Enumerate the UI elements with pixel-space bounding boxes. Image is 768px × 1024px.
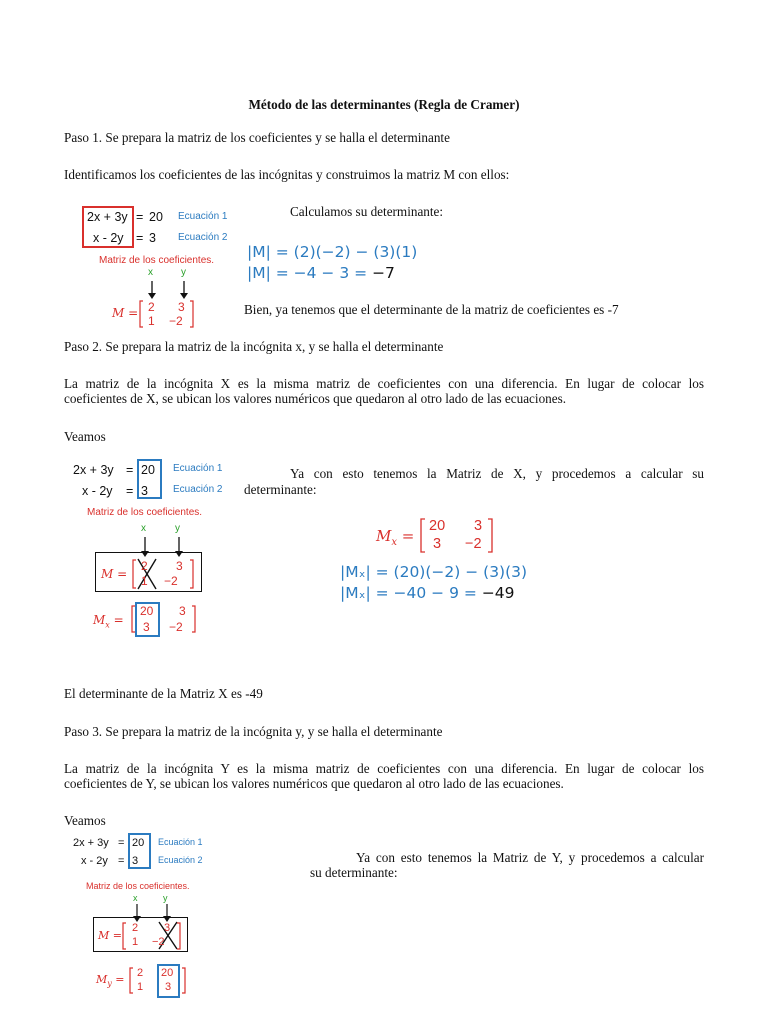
f3-my-a12: 20: [161, 967, 174, 979]
det-mx-line-2-lhs: |Mₓ| = −40 − 9 =: [340, 584, 477, 602]
matriz-coef-caption: Matriz de los coeficientes.: [99, 255, 215, 266]
f3-matriz-coef-caption: Matriz de los coeficientes.: [86, 881, 190, 891]
f3-m-a11: 2: [132, 922, 139, 934]
f3-m-a12: 3: [164, 922, 171, 934]
f3-eq2-rhs: 3: [132, 855, 139, 867]
veamos-1: Veamos: [64, 429, 106, 444]
ecuacion-2-label: Ecuación 2: [178, 232, 228, 243]
det-m-line-1: |M| = (2)(−2) − (3)(1): [247, 243, 418, 261]
f2-mx-a21: 3: [143, 620, 150, 634]
f3-eq1-eq: =: [118, 837, 125, 849]
paso-2-heading: Paso 2. Se prepara la matriz de la incógnita x, y se halla el determinante: [64, 339, 444, 354]
f3-eq2-lhs: x - 2y: [81, 855, 108, 867]
f2-m-label: M =: [101, 567, 128, 581]
f3-m-label: M =: [98, 929, 122, 942]
mx-display-a22: −2: [465, 536, 482, 552]
det-m-result: −7: [372, 264, 395, 282]
f2-mx-a22: −2: [169, 620, 183, 634]
det-x-text: El determinante de la Matriz X es -49: [64, 686, 263, 701]
ya-x-line-1: Ya con esto tenemos la Matriz de X, y procedemos a calcular su: [290, 466, 704, 481]
m-label: M =: [112, 306, 139, 320]
f2-m-a22: −2: [164, 574, 178, 588]
f3-my-sub: y: [107, 979, 112, 989]
f2-matriz-coef-caption: Matriz de los coeficientes.: [87, 507, 203, 518]
f3-x-label: x: [133, 893, 138, 903]
f3-eq1-rhs: 20: [132, 837, 145, 849]
f3-my-a11: 2: [137, 967, 144, 979]
matriz-y-paragraph-line-1: La matriz de la incógnita Y es la misma matriz de coeficientes con una diferencia. En lugar de colocar los: [64, 761, 704, 776]
ya-x-line-2: determinante:: [244, 482, 317, 497]
m-a21: 1: [148, 314, 155, 328]
mx-display-m: M: [376, 527, 392, 545]
f2-mx-sub: x: [105, 620, 110, 630]
ecuacion-1-label: Ecuación 1: [178, 211, 228, 222]
det-mx-line-1: |Mₓ| = (20)(−2) − (3)(3): [340, 563, 528, 581]
veamos-2: Veamos: [64, 813, 106, 828]
page-title: Método de las determinantes (Regla de Cramer): [248, 97, 520, 112]
calculamos-text: Calculamos su determinante:: [290, 204, 444, 219]
f2-m-a12: 3: [176, 559, 183, 573]
f3-my-m: M: [96, 973, 108, 986]
f3-ecuacion-2: Ecuación 2: [158, 855, 203, 865]
f3-eq2-eq: =: [118, 855, 125, 867]
eq1-eq: =: [136, 210, 144, 224]
f2-mx-a12: 3: [179, 604, 186, 618]
matriz-x-paragraph-line-1: La matriz de la incógnita X es la misma matriz de coeficientes con una diferencia. En lugar de colocar los: [64, 376, 704, 391]
f3-m-a22: −2: [152, 936, 165, 948]
f2-eq2-eq: =: [126, 484, 134, 498]
f3-eq1-lhs: 2x + 3y: [73, 837, 109, 849]
eq2-eq: =: [136, 231, 144, 245]
paso-1-heading: Paso 1. Se prepara la matriz de los coeficientes y se halla el determinante: [64, 130, 450, 145]
det-m-line-2-lhs: |M| = −4 − 3 =: [247, 264, 368, 282]
bien-text: Bien, ya tenemos que el determinante de la matriz de coeficientes es -7: [244, 302, 619, 317]
f2-eq1-eq: =: [126, 463, 134, 477]
f3-m-a21: 1: [132, 936, 139, 948]
f3-my-a22: 3: [165, 981, 172, 993]
eq1-lhs: 2x + 3y: [87, 210, 128, 224]
f2-mx-a11: 20: [140, 604, 154, 618]
matriz-x-paragraph-line-2: coeficientes de X, se ubican los valores numéricos que quedaron al otro lado de las ecuaciones.: [64, 391, 567, 406]
y-label: y: [181, 267, 186, 278]
eq2-rhs: 3: [149, 231, 156, 245]
f2-m-a11: 2: [141, 559, 148, 573]
f3-my-a21: 1: [137, 981, 144, 993]
f3-y-label: y: [163, 893, 168, 903]
f2-eq2-lhs: x - 2y: [82, 484, 113, 498]
eq2-lhs: x - 2y: [93, 231, 124, 245]
f3-ecuacion-1: Ecuación 1: [158, 837, 203, 847]
mx-display-a21: 3: [433, 536, 442, 552]
eq1-rhs: 20: [149, 210, 163, 224]
paso-3-heading: Paso 3. Se prepara la matriz de la incógnita y, y se halla el determinante: [64, 724, 443, 739]
f2-eq1-lhs: 2x + 3y: [73, 463, 114, 477]
matriz-y-paragraph-line-2: coeficientes de Y, se ubican los valores numéricos que quedaron al otro lado de las ecuaciones.: [64, 776, 564, 791]
m-a11: 2: [148, 300, 155, 314]
ya-y-line-1: Ya con esto tenemos la Matriz de Y, y procedemos a calcular: [356, 850, 704, 865]
x-label: x: [148, 267, 153, 278]
m-a12: 3: [178, 300, 185, 314]
mx-display-a12: 3: [474, 518, 483, 534]
f2-eq1-rhs: 20: [141, 463, 155, 477]
f2-m-a21: 1: [141, 574, 148, 588]
ya-y-line-2: su determinante:: [310, 865, 398, 880]
f2-y-label: y: [175, 523, 180, 534]
det-mx-result: −49: [481, 584, 515, 602]
f2-ecuacion-1: Ecuación 1: [173, 463, 223, 474]
f2-mx-m: M: [93, 613, 106, 627]
mx-display-eq: =: [401, 527, 415, 545]
f2-mx-eq: =: [113, 613, 124, 627]
identificamos-paragraph: Identificamos los coeficientes de las incógnitas y construimos la matriz M con ellos:: [64, 167, 510, 182]
f3-my-eq: =: [115, 973, 125, 986]
f2-eq2-rhs: 3: [141, 484, 148, 498]
mx-display-a11: 20: [429, 518, 446, 534]
f2-x-label: x: [141, 523, 146, 534]
f2-ecuacion-2: Ecuación 2: [173, 484, 223, 495]
m-a22: −2: [169, 314, 183, 328]
mx-display-sub: x: [391, 537, 397, 548]
